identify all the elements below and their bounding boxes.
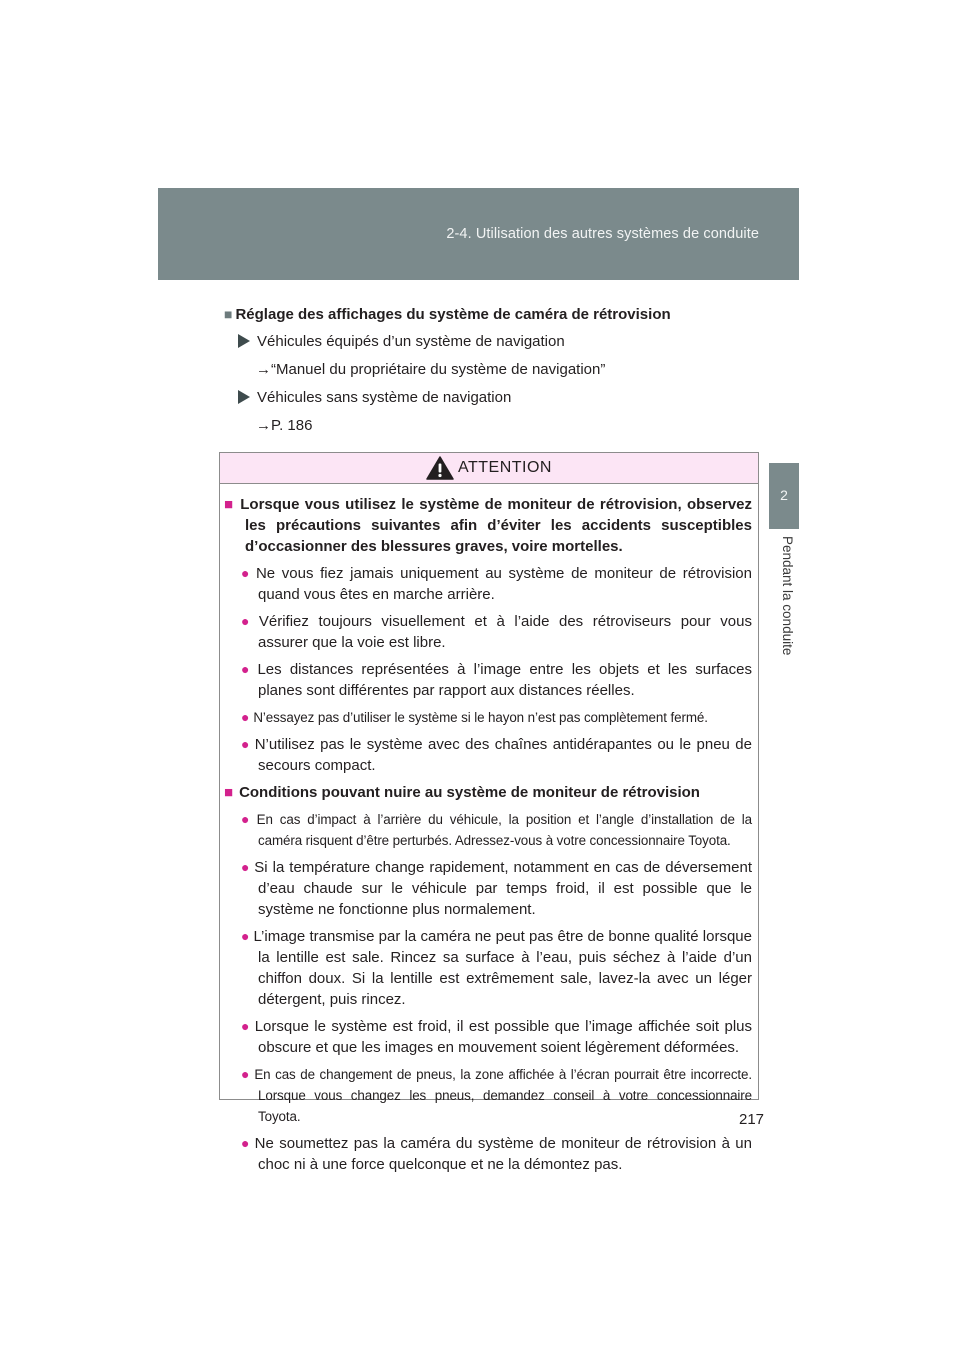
dot-bullet-icon: ●: [241, 661, 254, 677]
attention-item: ● Vérifiez toujours visuellement et à l’aide des rétroviseurs pour vous assurer que la voie est libre.: [241, 613, 752, 651]
dot-bullet-icon: ●: [241, 1135, 251, 1151]
dot-bullet-icon: ●: [241, 928, 250, 944]
attention-header: [220, 453, 758, 484]
dot-bullet-icon: ●: [241, 613, 255, 629]
intro-section: [224, 306, 764, 445]
attention-heading-conditions: ■ Conditions pouvant nuire au système de moniteur de rétrovision: [224, 784, 700, 801]
attention-item: ● N’utilisez pas le système avec des chaînes antidérapantes ou le pneu de secours compact.: [241, 736, 752, 774]
intro-reference-page: →P. 186: [256, 417, 313, 434]
attention-body: [220, 484, 758, 1175]
attention-item: ● En cas d’impact à l’arrière du véhicule, la position et l’angle d’installation de la caméra risquent d’être perturbés. Adressez-vous à votre concessionnaire Toyota.: [241, 811, 752, 848]
dot-bullet-icon: ●: [241, 1066, 251, 1082]
attention-item: ● Si la température change rapidement, notamment en cas de déversement d’eau chaude sur le véhicule par temps froid, il est possible que le système ne fonctionne plus normalement.: [241, 859, 752, 918]
intro-item-navigation: Véhicules équipés d’un système de navigation: [224, 333, 764, 350]
triangle-bullet-icon: [238, 390, 250, 404]
dot-bullet-icon: ●: [241, 859, 251, 875]
dot-bullet-icon: ●: [241, 1018, 251, 1034]
section-title: 2-4. Utilisation des autres systèmes de conduite: [446, 226, 759, 242]
intro-reference-manual: →“Manuel du propriétaire du système de navigation”: [256, 361, 606, 378]
dot-bullet-icon: ●: [241, 811, 253, 827]
triangle-bullet-icon: [238, 334, 250, 348]
attention-heading-usage: ■ Lorsque vous utilisez le système de moniteur de rétrovision, observez les précautions suivantes afin d’éviter les accidents susceptibles d’occasionner des blessures graves, voire mortelles.: [224, 496, 753, 555]
attention-item: ● L’image transmise par la caméra ne peut pas être de bonne qualité lorsque la lentille est sale. Rincez sa surface à l’eau, puis séchez à l’aide d’un chiffon doux. Si la lentille est extrêmement sale, lavez-la avec un léger détergent, puis rincez.: [241, 928, 752, 1008]
attention-item: ● En cas de changement de pneus, la zone affichée à l’écran pourrait être incorrecte. Lorsque vous changez les pneus, demandez conseil à votre concessionnaire Toyota.: [241, 1066, 753, 1124]
page-number: 217: [739, 1111, 765, 1128]
attention-item: ● N’essayez pas d’utiliser le système si le hayon n’est pas complètement fermé.: [241, 709, 708, 725]
dot-bullet-icon: ●: [241, 736, 251, 752]
intro-heading: ■ Réglage des affichages du système de caméra de rétrovision: [224, 306, 671, 323]
warning-triangle-icon: [426, 456, 454, 480]
intro-item-no-navigation: Véhicules sans système de navigation: [224, 389, 764, 406]
dot-bullet-icon: ●: [241, 565, 252, 581]
attention-item: ● Ne vous fiez jamais uniquement au système de moniteur de rétrovision quand vous êtes en marche arrière.: [241, 565, 752, 603]
attention-item: ● Les distances représentées à l’image entre les objets et les surfaces planes sont différentes par rapport aux distances réelles.: [241, 661, 752, 699]
chapter-tab: [769, 463, 799, 529]
header-band: [158, 188, 799, 280]
chapter-label: Pendant la conduite: [780, 536, 795, 656]
attention-item: ● Lorsque le système est froid, il est possible que l’image affichée soit plus obscure et que les images en mouvement soient légèrement déformées.: [241, 1018, 752, 1056]
dot-bullet-icon: ●: [241, 709, 250, 725]
attention-title: ATTENTION: [458, 459, 552, 476]
square-bullet-icon: ■: [224, 784, 234, 801]
square-bullet-icon: ■: [224, 306, 233, 322]
attention-item: ● Ne soumettez pas la caméra du système de moniteur de rétrovision à un choc ni à une force quelconque et ne la démontez pas.: [241, 1135, 752, 1173]
chapter-number: 2: [780, 487, 788, 503]
square-bullet-icon: ■: [224, 496, 235, 513]
